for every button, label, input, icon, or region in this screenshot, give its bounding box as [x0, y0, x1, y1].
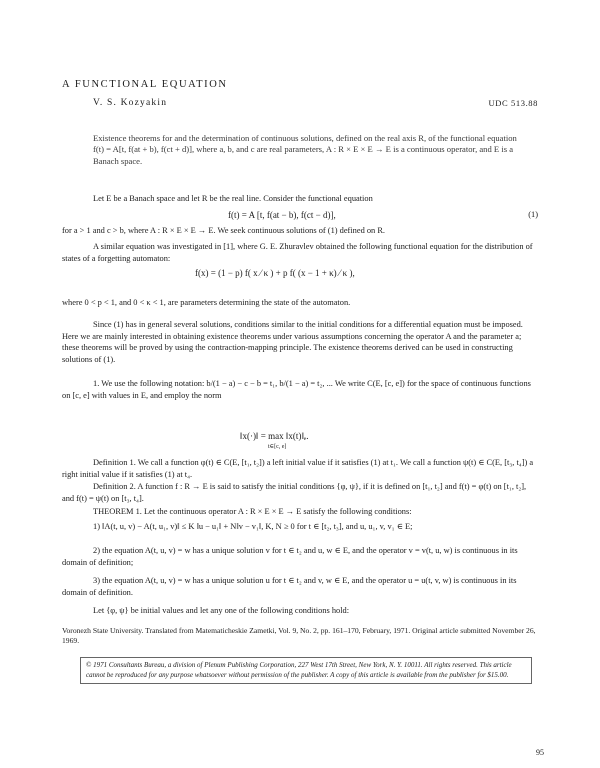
motivation-paragraph: Since (1) has in general several solutions, conditions similar to the initial conditions for a differential equation must be imposed. Here we are mainly interested in obtaining existence theorems under various assumptions concerning the operator A and the parameter a; these theorems will be proved by using the contraction-mapping principle. The existence theorems derived can be used in constructing solutions of (1). [62, 320, 523, 364]
equation-1: f(t) = A [t, f(at − b), f(ct − d)], [228, 210, 336, 220]
condition-1: 1) ‖A(t, u, v) − A(t, u₁, v)‖ ≤ K ‖u − u₁‖ + N‖v − v₁‖, K, N ≥ 0 for t ∈ [t₂, t₃], and u, u₁, v, v₁ ∈ E; [93, 522, 413, 531]
zhuravlev-paragraph: A similar equation was investigated in [1], where G. E. Zhuravlev obtained the following functional equation for the distribution of states of a forgetting automaton: [62, 242, 533, 263]
udc-code: UDC 513.88 [488, 98, 538, 108]
condition-3: 3) the equation A(t, u, v) = w has a unique solution u for t ∈ t₂ and v, w ∈ E, and the operator u = u(t, v, w) is continuous in its domain of definition. [62, 576, 517, 597]
author-name: V. S. Kozyakin [93, 98, 168, 108]
paper-title: A FUNCTIONAL EQUATION [62, 79, 228, 90]
norm-definition: ‖x(·)‖ = max ‖x(t)‖ₑ. [240, 431, 309, 441]
norm-subscript: t∈[c, e] [268, 444, 287, 450]
definition-1: Definition 1. We call a function φ(t) ∈ C(E, [t₁, t₂]) a left initial value if it satisfies (1) at t₁. We call a function ψ(t) ∈ C(E, [t₃, t₄]) a right initial value if it satisfies (1) at t₄. [62, 458, 534, 479]
initial-values-paragraph: Let {φ, ψ} be initial values and let any one of the following conditions hold: [93, 606, 350, 615]
theorem-1: THEOREM 1. Let the continuous operator A : R × E × E → E satisfy the following conditions: [93, 507, 412, 516]
parameters-paragraph: where 0 < p < 1, and 0 < κ < 1, are parameters determining the state of the automaton. [62, 298, 351, 307]
footnote: Voronezh State University. Translated from Matematicheskie Zametki, Vol. 9, No. 2, pp. 161–170, February, 1971. Original article submitted November 26, 1969. [62, 626, 536, 645]
condition-2: 2) the equation A(t, u, v) = w has a unique solution v for t ∈ t₂ and u, w ∈ E, and the operator v = v(t, u, w) is continuous in its domain of definition; [62, 546, 518, 567]
equation-1-conditions: for a > 1 and c > b, where A : R × E × E → E. We seek continuous solutions of (1) defined on R. [62, 226, 385, 235]
equation-2: f(x) = (1 − p) f( x ⁄ κ ) + p f( (x − 1 + κ) ⁄ κ ), [195, 268, 355, 278]
equation-1-number: (1) [528, 210, 538, 219]
copyright-notice: © 1971 Consultants Bureau, a division of Plenum Publishing Corporation, 227 West 17th Street, New York, N. Y. 10011. All rights reserved. This article cannot be reproduced for any purpose whatsoever without permission of the publisher. A copy of this article is available from the publisher for $15.00. [80, 657, 532, 684]
definition-2: Definition 2. A function f : R → E is said to satisfy the initial conditions {φ, ψ}, if it is defined on [t₁, t₂] and f(t) = φ(t) on [t₁, t₂], and f(t) = ψ(t) on [t₃, t₄]. [62, 482, 527, 503]
notation-paragraph: 1. We use the following notation: b/(1 − a) − c − b = t₁, b/(1 − a) = t₂, ... We write C(E, [c, e]) for the space of continuous functions on [c, e] with values in E, and employ the norm [62, 379, 531, 400]
intro-paragraph: Let E be a Banach space and let R be the real line. Consider the functional equation [93, 194, 373, 203]
abstract: Existence theorems for and the determination of continuous solutions, defined on the real axis R, of the functional equation f(t) = A[t, f(at + b), f(ct + d)], where a, b, and c are real parameters, A : R × E × E → E is a continuous operator, and E is a Banach space. [93, 133, 517, 166]
page-number: 95 [536, 748, 544, 757]
